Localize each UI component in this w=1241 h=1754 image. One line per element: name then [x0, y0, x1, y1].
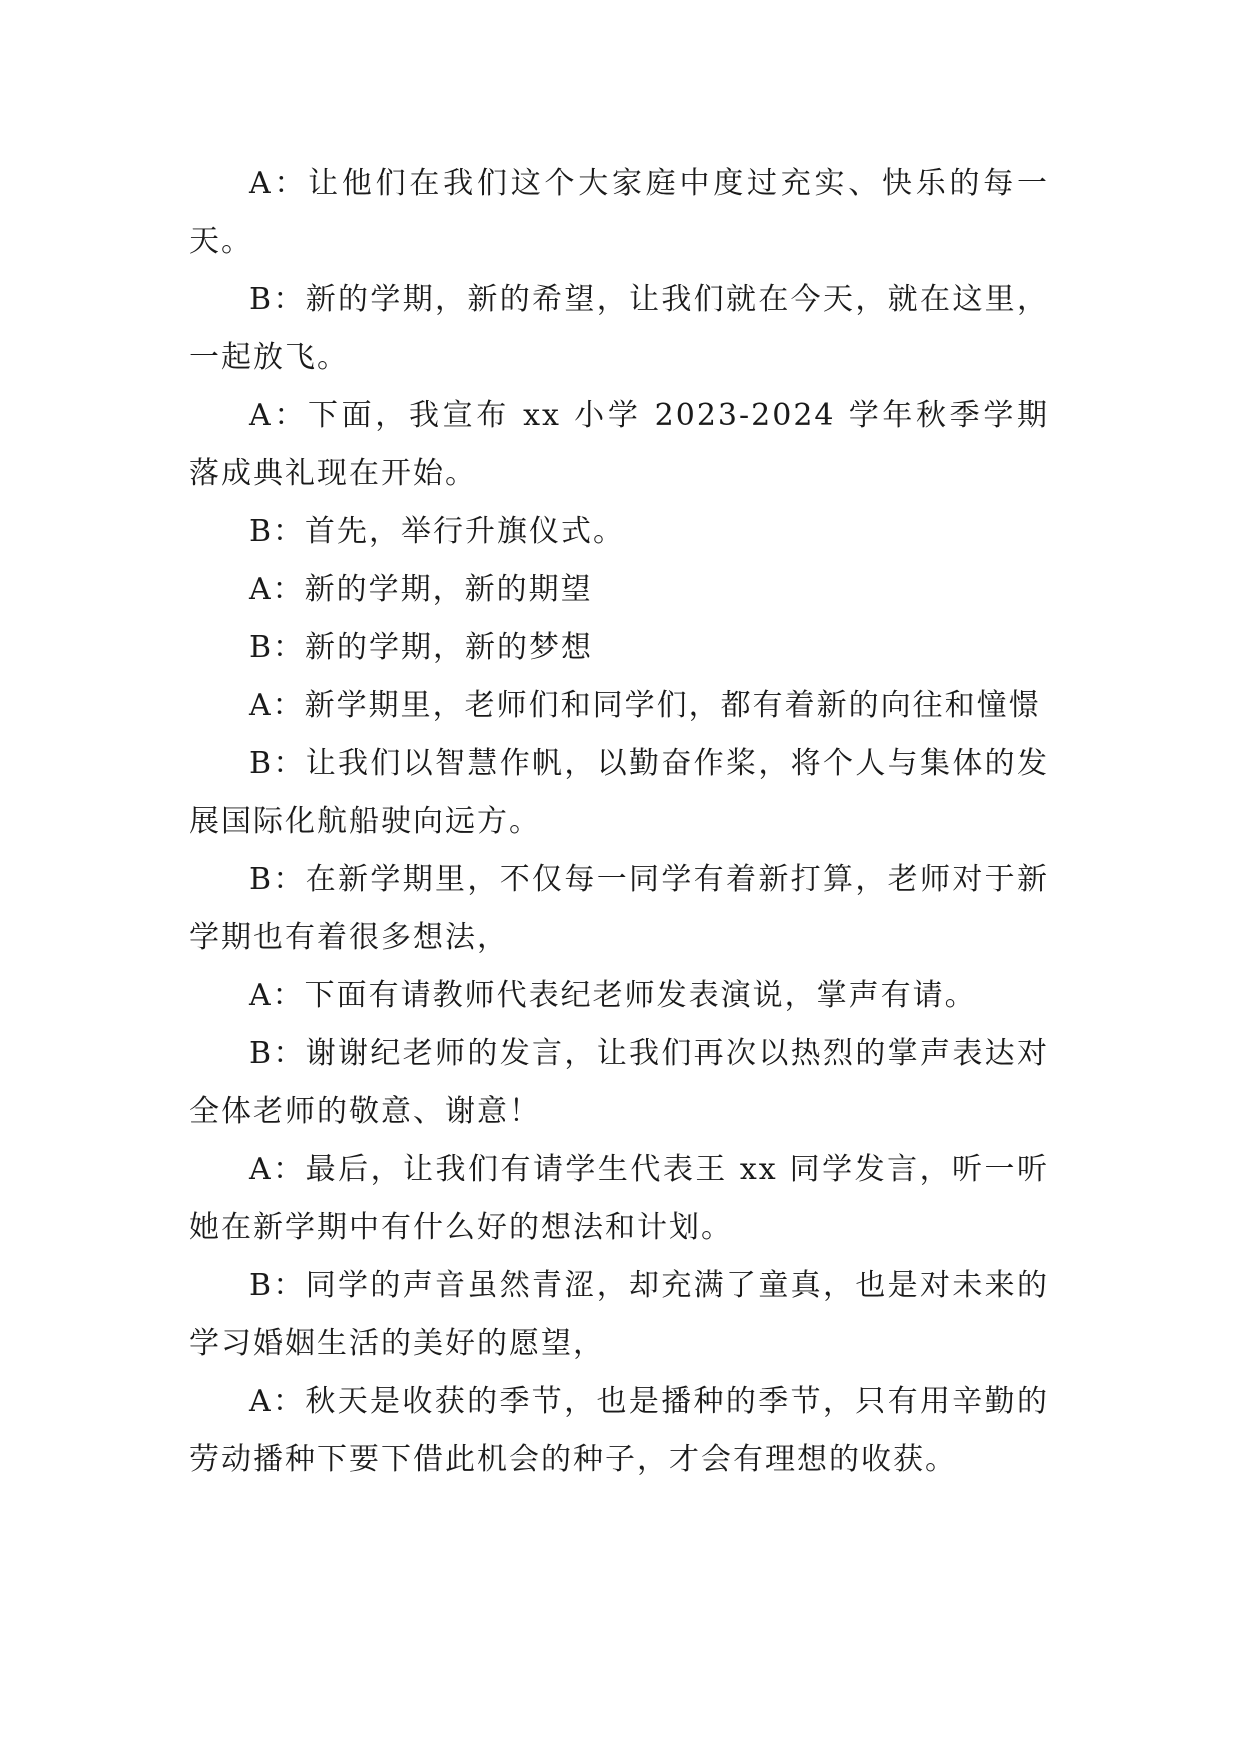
paragraph: B：新的学期，新的希望，让我们就在今天，就在这里，一起放飞。 [189, 282, 1049, 375]
paragraph: B：首先，举行升旗仪式。 [249, 514, 626, 549]
paragraph: A：新的学期，新的期望 [249, 572, 593, 607]
paragraph: B：新的学期，新的梦想 [249, 630, 594, 665]
paragraph: B：谢谢纪老师的发言，让我们再次以热烈的掌声表达对全体老师的敬意、谢意！ [189, 1036, 1049, 1129]
paragraph: A：新学期里，老师们和同学们，都有着新的向往和憧憬 [249, 688, 1041, 723]
paragraph: B：让我们以智慧作帆，以勤奋作桨，将个人与集体的发展国际化航船驶向远方。 [189, 746, 1049, 839]
paragraph: A：最后，让我们有请学生代表王 xx 同学发言，听一听她在新学期中有什么好的想法和计划。 [189, 1152, 1049, 1245]
paragraph: A：下面有请教师代表纪老师发表演说，掌声有请。 [249, 978, 977, 1013]
paragraph: B：在新学期里，不仅每一同学有着新打算，老师对于新学期也有着很多想法， [189, 862, 1049, 955]
paragraph: A：让他们在我们这个大家庭中度过充实、快乐的每一天。 [189, 166, 1049, 259]
paragraph: B：同学的声音虽然青涩，却充满了童真，也是对未来的学习婚姻生活的美好的愿望， [189, 1268, 1049, 1361]
document-body [189, 155, 1049, 1489]
paragraph: A：下面，我宣布 xx 小学 2023-2024 学年秋季学期落成典礼现在开始。 [189, 398, 1049, 491]
paragraph: A：秋天是收获的季节，也是播种的季节，只有用辛勤的劳动播种下要下借此机会的种子，才会有理想的收获。 [189, 1384, 1049, 1477]
